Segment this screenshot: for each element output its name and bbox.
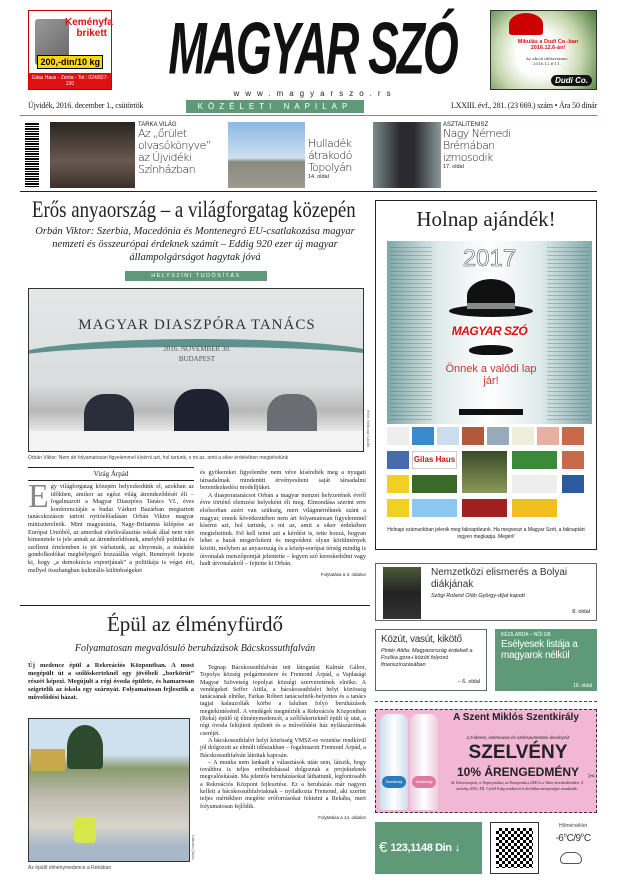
road-photo[interactable] xyxy=(228,122,305,188)
tagline-band: KÖZÉLETI NAPILAP xyxy=(186,100,364,113)
hat-band xyxy=(467,303,515,309)
conference-table xyxy=(29,431,364,452)
teaser-theater[interactable] xyxy=(138,122,224,176)
promo-bolyai[interactable] xyxy=(375,563,597,621)
arrow-down-icon: ↓ xyxy=(454,842,461,854)
bottle-label: Szentkirály xyxy=(412,776,436,788)
issue-info: LXXIII. évf., 281. (23 669.) szám • Ára 50 dinár xyxy=(450,101,597,110)
url-bar xyxy=(459,409,523,415)
mustache-icon xyxy=(469,345,513,355)
building xyxy=(31,749,65,771)
divider xyxy=(28,467,194,468)
teaser-title: Hulladék átrakodó Topolyán xyxy=(308,137,352,174)
bottle-label: Szentkirály xyxy=(382,776,406,788)
continued-link[interactable]: Folytatása a 14. oldalon xyxy=(318,814,366,820)
teaser-kicker: TARKA VILÁG xyxy=(138,122,177,128)
coupon-terms: Az Universexport, a Tropicproduct, az Europroduct 2000 és a Valor kereskedéseiben. A szelvény 2016. XII. 1-jétől 6-áig rendszerű és korlátlan mennyiségre vonatkozik. xyxy=(450,781,584,791)
temperature: -6°C/9°C xyxy=(555,833,591,844)
ad-firewood-briquette[interactable] xyxy=(28,10,112,90)
teaser-kicker: ASZTALITENISZ xyxy=(443,122,489,128)
coupon-discount: 10% ÁRENGEDMÉNY xyxy=(456,765,580,779)
divider xyxy=(375,701,597,702)
coupon-title: A Szent Miklós Szentkirály xyxy=(453,712,579,723)
gift-calendar-box[interactable] xyxy=(375,200,597,550)
ad-price: 200,-din/10 kg xyxy=(37,55,103,69)
promo-title: Esélyesek listája a magyarok nélkül xyxy=(501,639,578,661)
photo-credit: Fotó: Beliczay László xyxy=(366,410,370,448)
website-url[interactable]: www.magyarszo.rs xyxy=(233,89,397,98)
teaser-title: Az „őrület olvasókönyve” az Újvidéki Színházban xyxy=(138,127,211,176)
dropcap: E xyxy=(28,478,49,515)
teaser-table-tennis[interactable] xyxy=(443,122,529,170)
water-bottle-blue xyxy=(380,714,408,810)
byline: Virág Árpád xyxy=(28,470,194,481)
coupon-product: 1,5 literes, szénsavas és szénsavmentes ásványvíz xyxy=(466,735,570,740)
rain-cloud-icon xyxy=(560,852,582,864)
lead-subtitle: Orbán Viktor: Szerbia, Macedónia és Montenegró EU-csatlakozása magyar nemzeti és összeurópai érdeknek számít – Eddig 920 ezer új magyar állampolgárságot hagytak jóvá xyxy=(35,226,355,263)
promo-subtitle: Szögi Roland Oláh György-díjat kapott xyxy=(431,593,525,599)
pool-construction-photo[interactable] xyxy=(28,718,190,862)
water-bottle-pink xyxy=(410,714,438,810)
lead-text: gy világforgatag közepén helyezkedünk el, azokban az időkben, amikor az egész világ átrendeződését éli – fogalmazott a Magyar Diaszpóra Tanács VI., éves konferenciáján a budai Várkert Bazárban megtartott tanácskozáson tartott nyitóelőadásán Orbán Viktor magyar miniszterelnök. Mint magyarázta, Nagy-Britannia kilépése az Európai Unióból, az amerikai elnökválasztás sokak által nem várt kimenetele is jele annak az átrendeződésnek, amelyből politikai és szellemi értelemben is jót várhatunk, az elnyomás, a másként gondolkodókat megbélyegző hozzáállás végét. Reményét fejezte ki, hogy „a demokrácia exportjának” a politikája is véget ért, mellyel összhangban kulturális különbségeket xyxy=(28,483,194,574)
promo-page: 16. oldal xyxy=(573,683,592,689)
continued-link[interactable]: Folytatása a 3. oldalon xyxy=(320,571,366,577)
teaser-waste[interactable] xyxy=(308,138,370,180)
sponsor-logos xyxy=(387,425,592,525)
photo-caption: Orbán Viktor: Nem árt folyamatosan figyelemmel kísérni azt, hol tartunk, s mi az, amit a siker érdekében megtehetünk xyxy=(28,455,289,461)
exchange-rate xyxy=(375,822,482,874)
divider xyxy=(20,605,370,606)
calendar-year: 2017 xyxy=(462,245,517,272)
teaser-page: 17. oldal xyxy=(443,164,464,170)
gift-title: Holnap ajándék! xyxy=(416,207,556,231)
divider xyxy=(20,115,597,116)
newspaper-logo[interactable]: MAGYAR SZÓ xyxy=(168,6,457,90)
article-text: – A munka nem lankadt a választások után sem, látszik, hogy továbbra is teljes erőbedobással dolgoznak a projekteknek megvalósításán. Ma jelentős beruházásokat láthattunk, legfontosabb a Rekreációs Központ fejlesztése. Ez a beruházás már nagyon kellett a bácskossuthfalviaknak – nyilatkozta Fremond, aki szerint teljes mértékben megérte erőforrásokat fektetni a Rekába, mert folyamatosan fejlődik. xyxy=(200,759,367,810)
lead-text: és gyökereket figyelembe nem véve kísérelték meg a nyugati társadalmak mindenütt érvényesíteni saját társadalmi berendezkedési modelljüket. xyxy=(200,469,366,492)
teaser-title: Nagy Némedi Brémában izmosodik xyxy=(443,127,511,164)
banner-city: BUDAPEST xyxy=(178,355,216,363)
photo-credit: Lakatos János xyxy=(191,835,195,860)
scissors-icon: ✂ xyxy=(588,772,596,782)
ad-dudi-co[interactable] xyxy=(490,10,597,90)
dateline: Újvidék, 2016. december 1., csütörtök xyxy=(28,101,144,110)
lead-column-1 xyxy=(28,478,194,574)
banner-title: MAGYAR DIASZPÓRA TANÁCS xyxy=(78,317,316,333)
ad-title: Mikulás a Dudi Co.-ban 2016.12.6-án! xyxy=(517,39,579,51)
second-column-2 xyxy=(200,665,366,821)
calendar-image xyxy=(387,241,592,424)
lead-headline[interactable]: Erős anyaország – a világforgatag közepén xyxy=(31,197,356,222)
student-photo xyxy=(383,567,421,619)
promo-road-rail[interactable] xyxy=(375,629,487,691)
second-headline[interactable]: Épül az élményfürdő xyxy=(106,612,284,636)
qr-pattern xyxy=(496,828,533,868)
lead-column-2 xyxy=(200,469,366,578)
photo-caption: Az épülő élménymedence a Rekában xyxy=(28,865,112,871)
article-text: A bácskossuthfalvi helyi közösség VMSZ-es vezetése rendkívül jól dolgozott az elmúlt időszakban – fogalmazott Fremond Árpád, a Bácskossuthfalván látottak kapcsán. xyxy=(200,737,366,759)
exchange-value: 123,1148 Din xyxy=(390,842,452,854)
ad-title: Keményfa brikett xyxy=(65,17,113,39)
ad-footer: Gilas Haus - Zenta - Tel.: 024/827-220 xyxy=(29,73,111,89)
promo-page: 8. oldal xyxy=(572,609,590,615)
calendar-slogan: Önnek a valódi lap jár! xyxy=(445,363,537,387)
tree xyxy=(67,725,103,769)
promo-title: Közút, vasút, kikötő xyxy=(381,634,462,645)
promo-handball[interactable] xyxy=(495,629,597,691)
promo-subtitle: Pintér Attila: Magyarország érdekelt a Fruška gora-i közúti folyosó finanszírozásában xyxy=(381,648,473,668)
weather-label: Hőmérséklet xyxy=(558,823,588,829)
water-discount-coupon[interactable] xyxy=(375,709,597,813)
promo-page: – 6. oldal xyxy=(457,679,480,685)
barcode xyxy=(25,123,39,187)
coupon-heading: SZELVÉNY xyxy=(468,742,568,763)
ad-subtitle: Az akció időtartama: 2016.12.6-11. xyxy=(526,56,568,66)
qr-code[interactable] xyxy=(490,822,539,874)
second-subtitle: Folyamatosan megvalósuló beruházások Bácskossuthfalván xyxy=(74,643,316,654)
report-tag: HELYSZÍNI TUDÓSÍTÁS xyxy=(125,271,267,281)
second-lede: Új medence épül a Rekreációs Központban. A most megépült út a szőlőskerteknél egy jövőbeli „borkörút” részét képezi. Megújult a régi óvoda épülete, és hamarosan szigetelik az iskola egy szárnyát. Folyamatosan fejlesztik a művelődési házat. xyxy=(28,662,194,701)
divider xyxy=(20,191,597,192)
lead-text: A diasporatanácsot Orbán a magyar nemzet helyzetének évről évre történő elemzési helyeként éli meg. Elmondása szerint erre elsősorban azért van szükség, mert világmértéknek szánt a magyar, ennek következtében nem árt folyamatosan figyelemmel kísérni azt, hol tartunk, s mi az, amit a siker érdekében megtehetünk. Fel kell tenni azt a kérdést is, tette hozzá, hogyan lehet a hazát megerősíteni és megvédeni olyan körülmények között, melyben az anyaország és a közép-európai térség mindig is útvonalak metszőpontját jelentette – legyen szó kereskedelmi vagy hadi útvonalakról – fejtette ki Orbán. xyxy=(200,491,366,568)
theater-photo[interactable] xyxy=(50,122,135,188)
sponsor-gilas-haus: Gilas Haus xyxy=(412,451,457,469)
promo-kicker: KÉZILABDA – NŐI EB xyxy=(501,632,551,638)
gift-caption: Holnapi számunkban jelenik meg falinaptárunk. Ha megveszi a Magyar Szót, a falinaptárt ingyen megkapja. Megéri! xyxy=(387,527,585,540)
article-text: Tegnap Bácskossuthfalván tett látogatást Kalmár Gábor, Topolya község polgármestere és Fremond Árpád, a Vajdasági Magyar Szövetség topolyai községi szervezetének elnöke. A vendégeket Seffer Attila, a bácskossuthfalvi helyi közösség tanácsának elnöke, Farkas Róbert tanácselnök-helyettes és a tanács tagjai kalauzolták körbe a faluban folyó beruházások megtekintésénél. A vendégek megnézték a Rekreációs Központban (Reká) épülő új élménymedencét, a szőlőskerteknél épült új utat, a régi óvoda felújított épületét és a művelődési ház nyílászáróinak cseréjét. xyxy=(200,665,366,737)
calendar-logo: MAGYAR SZÓ xyxy=(451,324,528,338)
teaser-page: 14. oldal xyxy=(308,174,329,180)
diaspora-council-photo[interactable] xyxy=(28,288,364,452)
table-tennis-photo[interactable] xyxy=(373,122,441,188)
euro-icon: € xyxy=(379,839,388,856)
santa-hat-icon xyxy=(509,13,543,35)
ad-brand: Dudi Co. xyxy=(551,75,592,86)
promo-title: Nemzetközi elismerés a Bolyai diákjának xyxy=(431,567,568,590)
banner-date: 2016. NOVEMBER 30. xyxy=(163,345,231,353)
worker xyxy=(74,817,96,843)
